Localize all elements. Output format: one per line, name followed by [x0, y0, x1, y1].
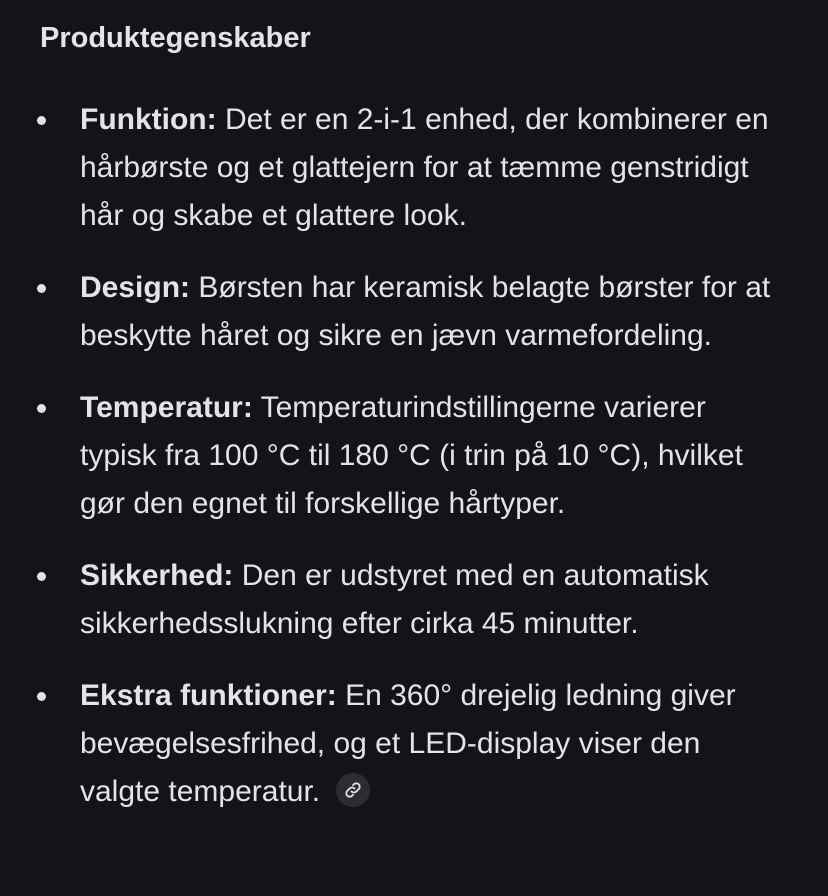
- list-item-design: [0, 264, 828, 360]
- feature-list: [0, 96, 828, 840]
- item-term: Ekstra funktioner:: [80, 679, 337, 712]
- item-text: Den er udstyret med en automatisk sikkerhedsslukning efter cirka 45 minutter.: [80, 559, 709, 640]
- section-heading: Produktegenskaber: [40, 22, 311, 54]
- bullet-dot: [37, 116, 46, 125]
- item-term: Funktion:: [80, 103, 217, 136]
- list-item-temperatur: [0, 384, 828, 528]
- list-item-ekstra-funktioner: [0, 672, 828, 816]
- item-term: Sikkerhed:: [80, 559, 234, 592]
- item-text: Temperaturindstillingerne varierer typisk fra 100 °C til 180 °C (i trin på 10 °C), hvilket gør den egnet til forskellige hårtyper.: [80, 391, 743, 520]
- bullet-dot: [37, 572, 46, 581]
- list-item-sikkerhed: [0, 552, 828, 648]
- link-icon: [344, 781, 362, 799]
- item-text: Børsten har keramisk belagte børster for at beskytte håret og sikre en jævn varmefordeling.: [80, 271, 771, 352]
- bullet-dot: [37, 404, 46, 413]
- bullet-dot: [37, 284, 46, 293]
- item-text: Det er en 2-i-1 enhed, der kombinerer en hårbørste og et glattejern for at tæmme genstridigt hår og skabe et glattere look.: [80, 103, 769, 232]
- source-link-button[interactable]: [336, 773, 370, 807]
- item-text: En 360° drejelig ledning giver bevægelsesfrihed, og et LED-display viser den valgte temperatur.: [80, 679, 736, 808]
- list-item-funktion: [0, 96, 828, 240]
- item-term: Temperatur:: [80, 391, 253, 424]
- bullet-dot: [37, 692, 46, 701]
- item-term: Design:: [80, 271, 191, 304]
